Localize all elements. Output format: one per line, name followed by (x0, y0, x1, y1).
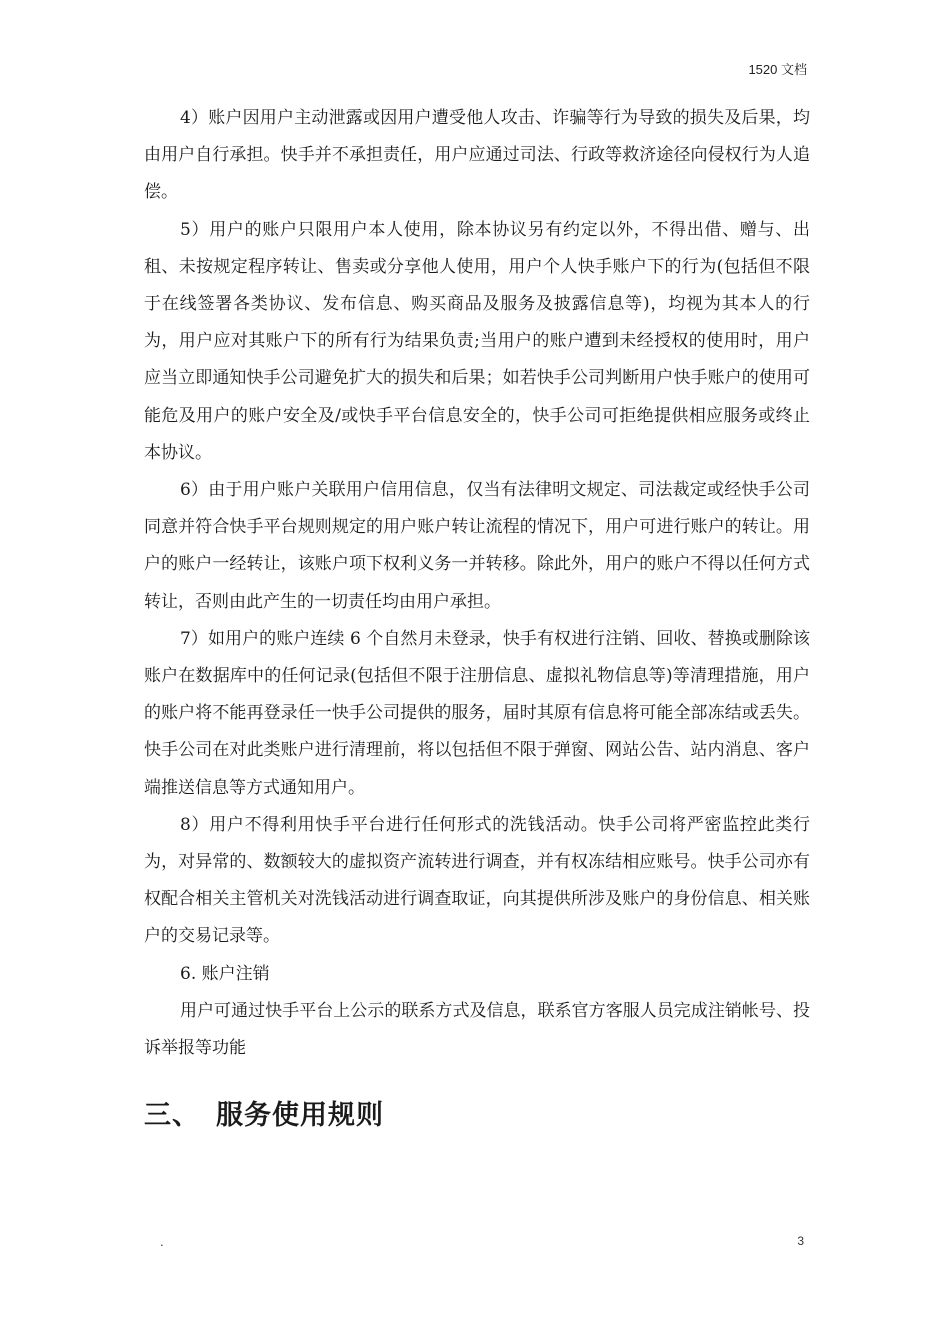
header-label: 1520 文档 (748, 62, 807, 77)
section-heading (144, 1093, 810, 1132)
paragraph-4: 4）账户因用户主动泄露或因用户遭受他人攻击、诈骗等行为导致的损失及后果，均由用户自行承担。快手并不承担责任，用户应通过司法、行政等救济途径向侵权行为人追偿。 (144, 108, 810, 203)
footer-dot: . (160, 1234, 164, 1249)
paragraph-6: 6）由于用户账户关联用户信用信息，仅当有法律明文规定、司法裁定或经快手公司同意并符合快手平台规则规定的用户账户转让流程的情况下，用户可进行账户的转让。用户的账户一经转让，该账户项下权利义务一并转移。除此外，用户的账户不得以任何方式转让，否则由此产生的一切责任均由用户承担。 (144, 480, 810, 612)
paragraph-5: 5）用户的账户只限用户本人使用，除本协议另有约定以外，不得出借、赠与、出租、未按规定程序转让、售卖或分享他人使用，用户个人快手账户下的行为(包括但不限于在线签署各类协议、发布信息、购买商品及服务及披露信息等)，均视为其本人的行为，用户应对其账户下的所有行为结果负责;当用户的账户遭到未经授权的使用时，用户应当立即通知快手公司避免扩大的损失和后果；如若快手公司判断用户快手账户的使用可能危及用户的账户安全及/或快手平台信息安全的，快手公司可拒绝提供相应服务或终止本协议。 (144, 219, 810, 463)
paragraph-8: 8）用户不得利用快手平台进行任何形式的洗钱活动。快手公司将严密监控此类行为，对异常的、数额较大的虚拟资产流转进行调查，并有权冻结相应账号。快手公司亦有权配合相关主管机关对洗钱活动进行调查取证，向其提供所涉及账户的身份信息、相关账户的交易记录等。 (144, 814, 810, 947)
paragraph-account-cancel: 用户可通过快手平台上公示的联系方式及信息，联系官方客服人员完成注销帐号、投诉举报等功能 (144, 1000, 810, 1059)
section-number: 三、 (144, 1100, 200, 1132)
page-number: 3 (797, 1234, 804, 1248)
document-body (144, 100, 810, 1132)
paragraph-7: 7）如用户的账户连续 6 个自然月未登录，快手有权进行注销、回收、替换或删除该账户在数据库中的任何记录(包括但不限于注册信息、虚拟礼物信息等)等清理措施，用户的账户将不能再登录任一快手公司提供的服务，届时其原有信息将可能全部冻结或丢失。快手公司在对此类账户进行清理前，将以包括但不限于弹窗、网站公告、站内消息、客户端推送信息等方式通知用户。 (144, 628, 810, 798)
subheading-account-cancel: 6. 账户注销 (180, 963, 270, 984)
section-title: 服务使用规则 (216, 1100, 384, 1132)
